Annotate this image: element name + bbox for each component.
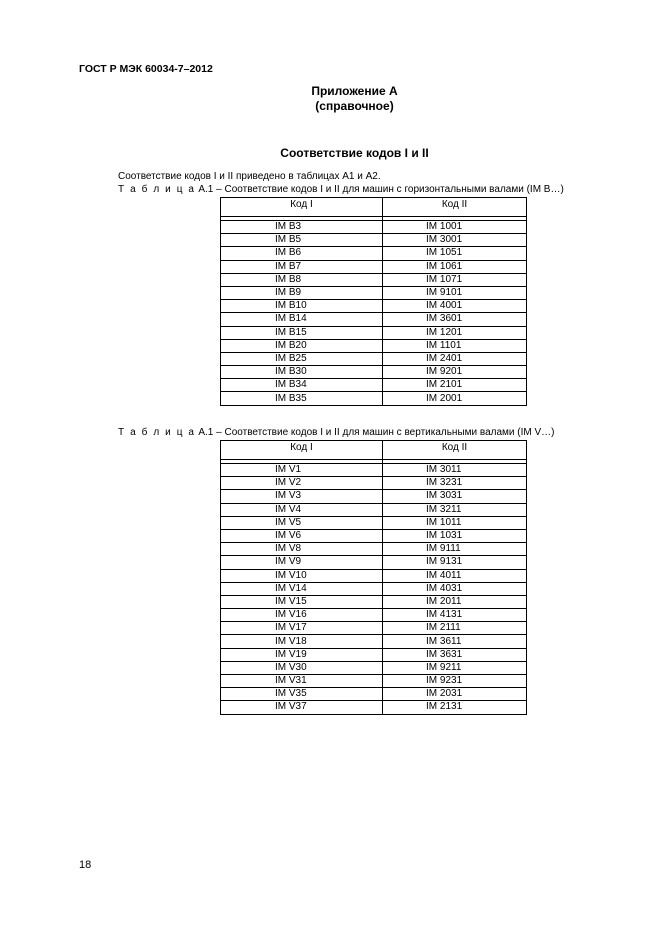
table-row xyxy=(221,352,527,365)
table1-header-row xyxy=(221,198,527,217)
code2-cell: IM 1201 xyxy=(383,326,527,339)
code1-cell: IM B34 xyxy=(221,379,383,392)
code1-cell: IM V4 xyxy=(221,503,383,516)
code1-cell: IM B7 xyxy=(221,260,383,273)
table-row xyxy=(221,286,527,299)
code1-cell: IM V30 xyxy=(221,661,383,674)
intro-paragraph: Соответствие кодов I и II приведено в таблицах А1 и А2. xyxy=(118,171,381,182)
code1-cell: IM B15 xyxy=(221,326,383,339)
code1-cell: IM V14 xyxy=(221,582,383,595)
code1-cell: IM V5 xyxy=(221,516,383,529)
table-row xyxy=(221,543,527,556)
code2-cell: IM 2031 xyxy=(383,688,527,701)
code1-cell: IM V19 xyxy=(221,648,383,661)
table-row xyxy=(221,635,527,648)
code2-cell: IM 9101 xyxy=(383,286,527,299)
table-row xyxy=(221,661,527,674)
table1-header-code2: Код II xyxy=(383,198,527,217)
table-row xyxy=(221,260,527,273)
table-row xyxy=(221,392,527,405)
code2-cell: IM 2131 xyxy=(383,701,527,714)
code1-cell: IM B30 xyxy=(221,366,383,379)
table2-header-code2: Код II xyxy=(383,441,527,460)
table-row xyxy=(221,379,527,392)
code2-cell: IM 3211 xyxy=(383,503,527,516)
table1-caption xyxy=(118,184,564,196)
code1-cell: IM B3 xyxy=(221,221,383,234)
code2-cell: IM 1101 xyxy=(383,339,527,352)
code1-cell: IM V17 xyxy=(221,622,383,635)
code2-cell: IM 1061 xyxy=(383,260,527,273)
code1-cell: IM B25 xyxy=(221,352,383,365)
appendix-subtitle: (справочное) xyxy=(315,99,394,113)
table-row xyxy=(221,688,527,701)
table-row xyxy=(221,701,527,714)
code2-cell: IM 4011 xyxy=(383,569,527,582)
code1-cell: IM V10 xyxy=(221,569,383,582)
code1-cell: IM V35 xyxy=(221,688,383,701)
code1-cell: IM V2 xyxy=(221,477,383,490)
table1-body xyxy=(221,217,527,406)
code2-cell: IM 3001 xyxy=(383,234,527,247)
code2-cell: IM 9111 xyxy=(383,543,527,556)
code1-cell: IM V18 xyxy=(221,635,383,648)
table-row xyxy=(221,609,527,622)
table-row xyxy=(221,516,527,529)
table-row xyxy=(221,595,527,608)
table-row xyxy=(221,622,527,635)
table2 xyxy=(220,440,527,715)
code2-cell: IM 1031 xyxy=(383,529,527,542)
code2-cell: IM 2101 xyxy=(383,379,527,392)
table-row xyxy=(221,464,527,477)
table2-caption-text: А.1 – Соответствие кодов I и II для машин с вертикальными валами (IM V…) xyxy=(195,427,555,438)
table-row xyxy=(221,326,527,339)
code1-cell: IM B8 xyxy=(221,273,383,286)
code2-cell: IM 2111 xyxy=(383,622,527,635)
table-row xyxy=(221,234,527,247)
table-row xyxy=(221,582,527,595)
code2-cell: IM 3231 xyxy=(383,477,527,490)
code1-cell: IM V9 xyxy=(221,556,383,569)
table1-caption-label: Т а б л и ц а xyxy=(118,184,196,195)
code2-cell: IM 1001 xyxy=(383,221,527,234)
page-number: 18 xyxy=(79,859,92,871)
code2-cell: IM 9231 xyxy=(383,675,527,688)
table-row xyxy=(221,300,527,313)
code2-cell: IM 1051 xyxy=(383,247,527,260)
code2-cell: IM 3631 xyxy=(383,648,527,661)
table1-header-code1: Код I xyxy=(221,198,383,217)
code1-cell: IM B5 xyxy=(221,234,383,247)
table-row xyxy=(221,339,527,352)
table-row xyxy=(221,273,527,286)
code1-cell: IM V1 xyxy=(221,464,383,477)
code1-cell: IM V3 xyxy=(221,490,383,503)
code1-cell: IM V16 xyxy=(221,609,383,622)
code1-cell: IM V15 xyxy=(221,595,383,608)
table-row xyxy=(221,503,527,516)
code2-cell: IM 3601 xyxy=(383,313,527,326)
table-row xyxy=(221,477,527,490)
table-row xyxy=(221,675,527,688)
code1-cell: IM V8 xyxy=(221,543,383,556)
code1-cell: IM B35 xyxy=(221,392,383,405)
code1-cell: IM V37 xyxy=(221,701,383,714)
code2-cell: IM 1011 xyxy=(383,516,527,529)
table1 xyxy=(220,197,527,406)
table1-caption-text: А.1 – Соответствие кодов I и II для машин с горизонтальными валами (IM B…) xyxy=(195,184,564,195)
code2-cell: IM 1071 xyxy=(383,273,527,286)
code1-cell: IM B20 xyxy=(221,339,383,352)
code2-cell: IM 2001 xyxy=(383,392,527,405)
standard-header: ГОСТ Р МЭК 60034-7–2012 xyxy=(79,63,213,75)
section-title: Соответствие кодов I и II xyxy=(280,146,429,160)
code2-cell: IM 9211 xyxy=(383,661,527,674)
code1-cell: IM B14 xyxy=(221,313,383,326)
table-row xyxy=(221,569,527,582)
table-row xyxy=(221,490,527,503)
code2-cell: IM 3031 xyxy=(383,490,527,503)
table-row xyxy=(221,313,527,326)
table2-header-code1: Код I xyxy=(221,441,383,460)
table-row xyxy=(221,221,527,234)
code2-cell: IM 9201 xyxy=(383,366,527,379)
appendix-title: Приложение А xyxy=(311,84,398,98)
code2-cell: IM 2011 xyxy=(383,595,527,608)
table2-body xyxy=(221,460,527,715)
table-row xyxy=(221,648,527,661)
table-row xyxy=(221,366,527,379)
table2-caption-label: Т а б л и ц а xyxy=(118,427,196,438)
code2-cell: IM 4131 xyxy=(383,609,527,622)
table-row xyxy=(221,556,527,569)
table2-caption xyxy=(118,427,555,439)
code2-cell: IM 4031 xyxy=(383,582,527,595)
table-row xyxy=(221,529,527,542)
code1-cell: IM B9 xyxy=(221,286,383,299)
code1-cell: IM B6 xyxy=(221,247,383,260)
code2-cell: IM 3611 xyxy=(383,635,527,648)
code2-cell: IM 3011 xyxy=(383,464,527,477)
code1-cell: IM B10 xyxy=(221,300,383,313)
code2-cell: IM 4001 xyxy=(383,300,527,313)
table-row xyxy=(221,247,527,260)
code1-cell: IM V6 xyxy=(221,529,383,542)
code2-cell: IM 9131 xyxy=(383,556,527,569)
code2-cell: IM 2401 xyxy=(383,352,527,365)
code1-cell: IM V31 xyxy=(221,675,383,688)
table2-header-row xyxy=(221,441,527,460)
